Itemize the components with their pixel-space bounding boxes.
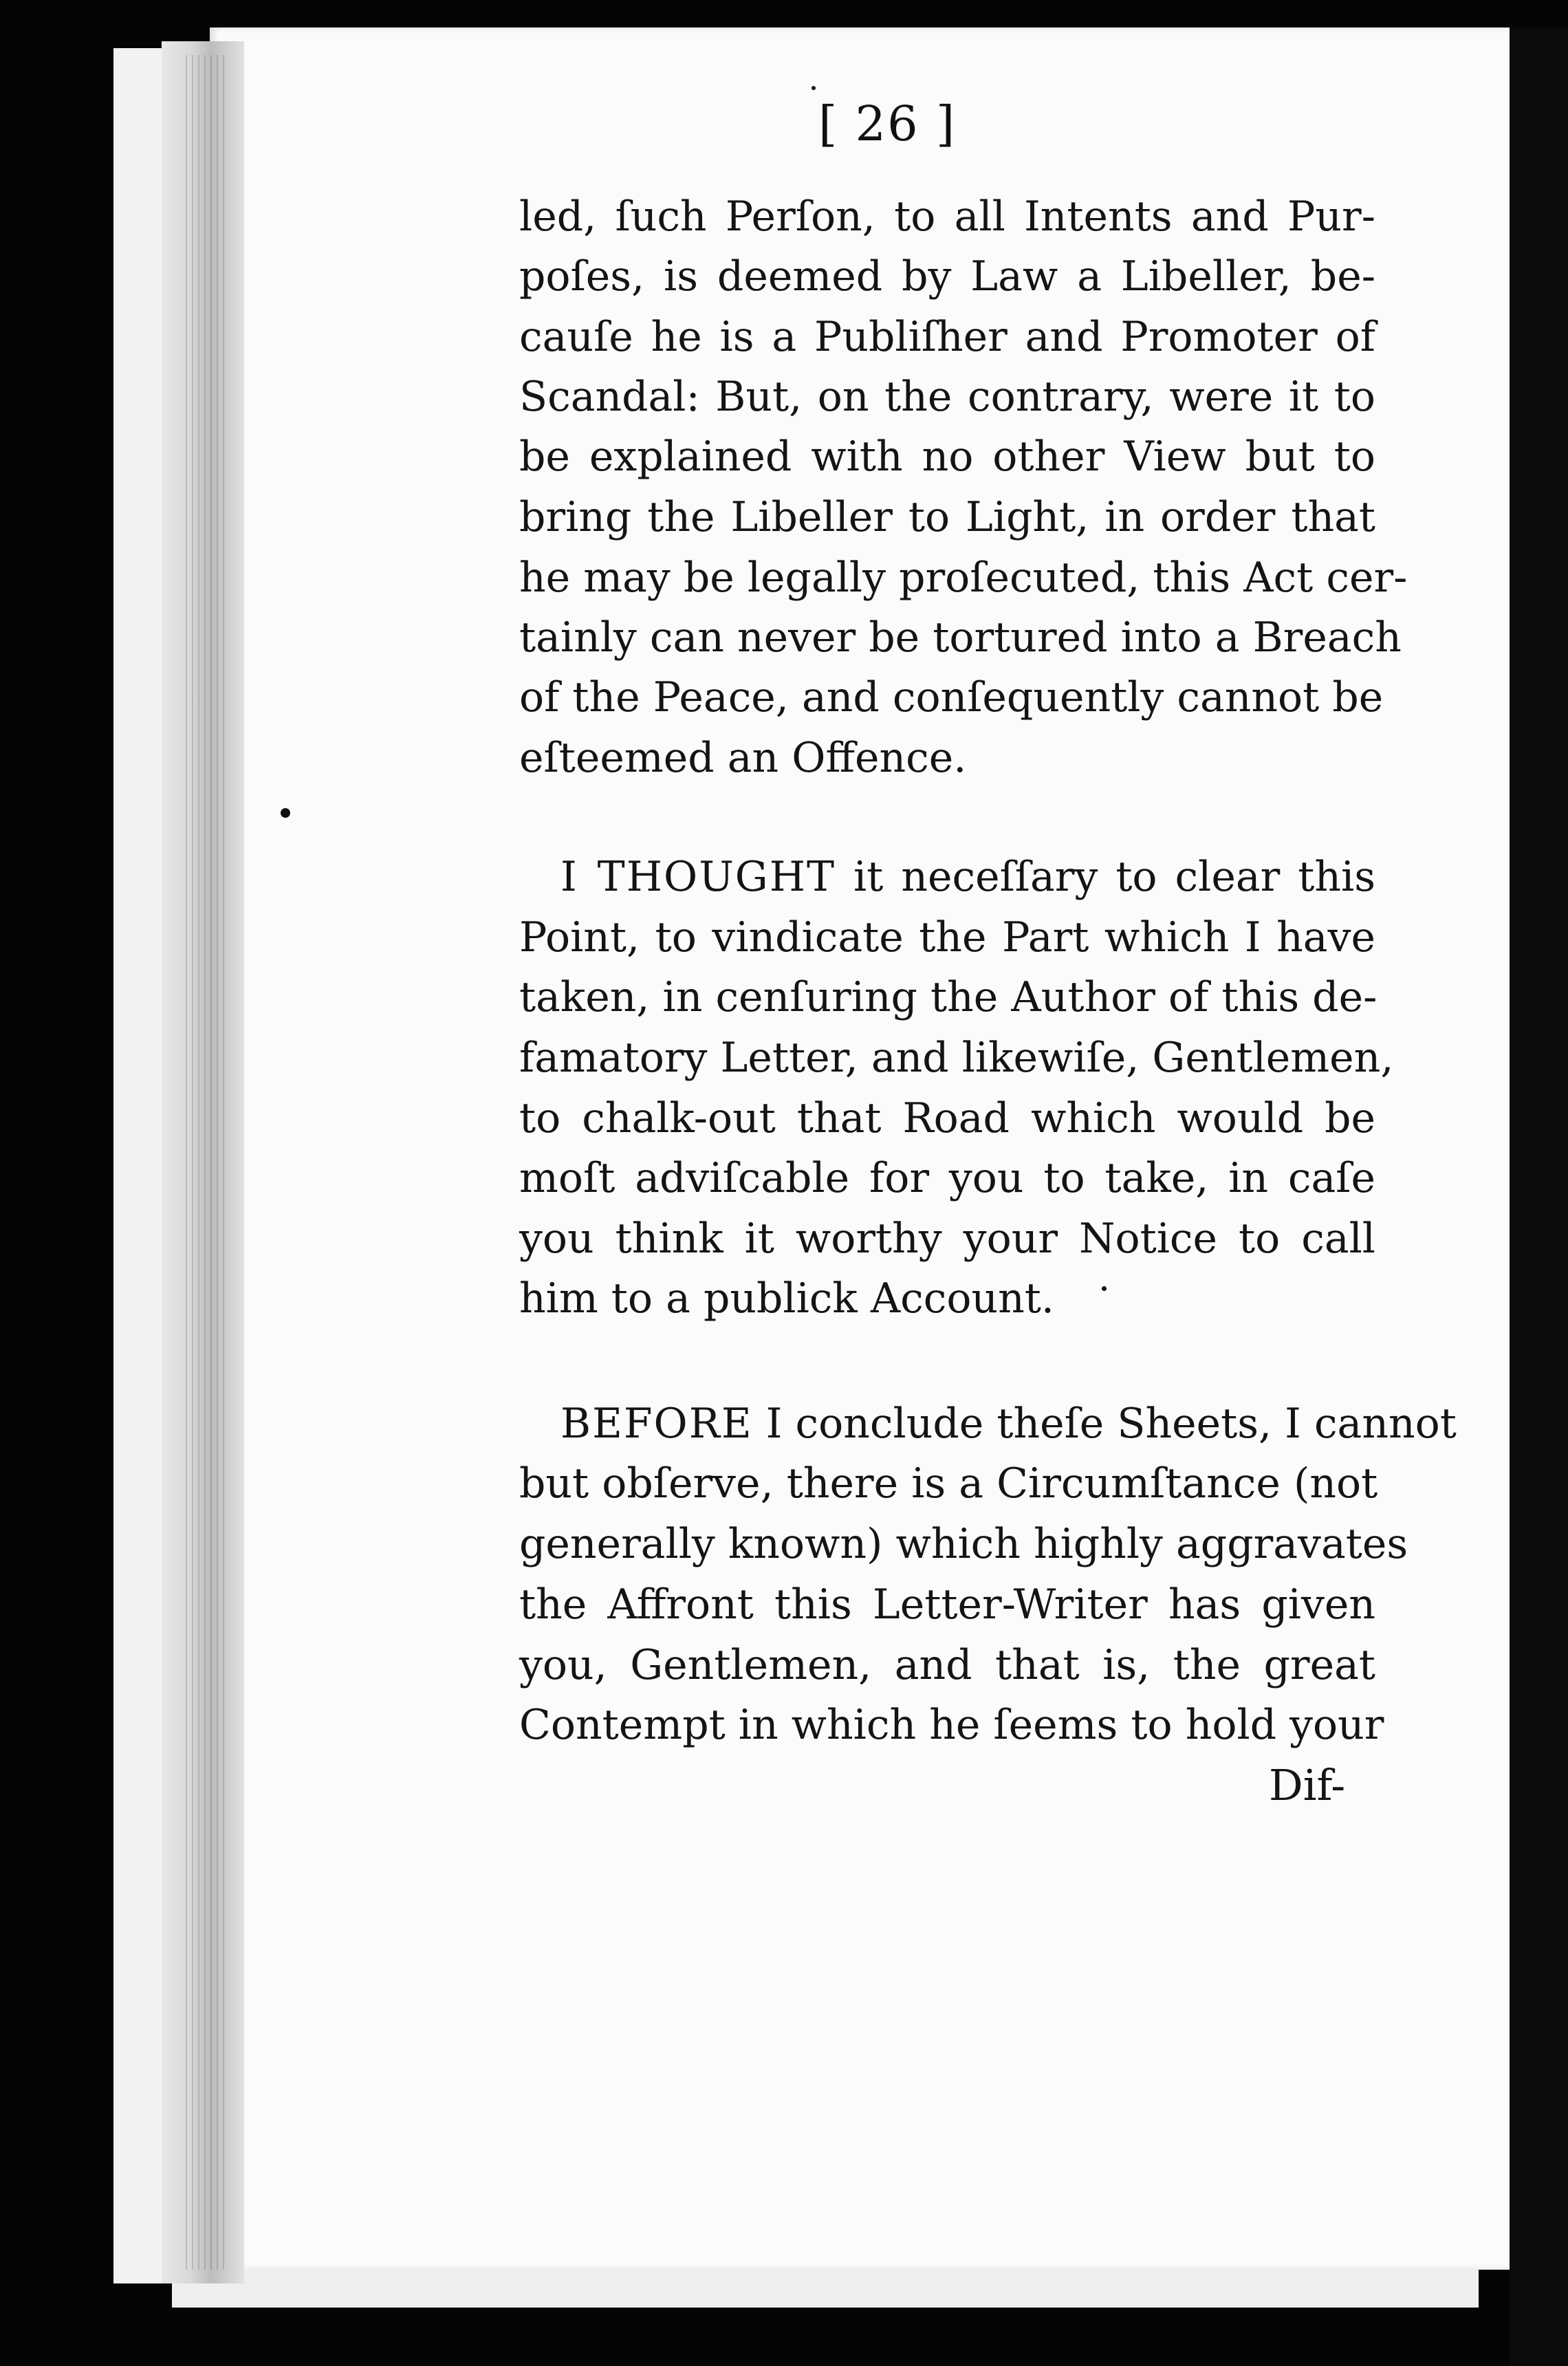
paragraph-lead: BEFORE	[560, 1400, 753, 1448]
text-line: generally known) which highly aggravates	[519, 1520, 1408, 1568]
text-line: moſt adviſcable for you to take, in caſe	[519, 1154, 1375, 1202]
right-dark-margin	[1510, 28, 1568, 2366]
text-line	[560, 1400, 1457, 1448]
scan-speck	[281, 808, 290, 818]
scan-speck	[812, 86, 816, 90]
text-line: but obſerve, there is a Circumſtance (not	[519, 1459, 1378, 1508]
book-page	[210, 28, 1510, 2270]
text-line: Point, to vindicate the Part which I have	[519, 913, 1375, 962]
text-span: it neceſſary to clear this	[836, 853, 1375, 901]
text-line: of the Peace, and conſequently cannot be	[519, 673, 1384, 721]
scan-speck	[1102, 1286, 1107, 1291]
catchword: Dif-	[1269, 1760, 1346, 1810]
gutter-page-stack	[186, 55, 227, 2270]
paragraph-lead: I THOUGHT	[560, 853, 836, 901]
text-line: you think it worthy your Notice to call	[519, 1215, 1375, 1263]
text-span: I conclude theſe Sheets, I cannot	[752, 1400, 1457, 1448]
text-line: Contempt in which he ſeems to hold your	[519, 1701, 1384, 1749]
text-line: he may be legally proſecuted, this Act cer-	[519, 554, 1408, 602]
text-line: to chalk-out that Road which would be	[519, 1094, 1375, 1142]
text-line: eſteemed an Offence.	[519, 734, 967, 782]
text-line: cauſe he is a Publiſher and Promoter of	[519, 313, 1375, 361]
text-line: bring the Libeller to Light, in order that	[519, 493, 1375, 541]
text-line: poſes, is deemed by Law a Libeller, be-	[519, 252, 1375, 301]
text-line: him to a publick Account.	[519, 1274, 1054, 1323]
bottom-page-edge	[172, 2270, 1479, 2308]
text-line: be explained with no other View but to	[519, 433, 1375, 481]
page-number: [ 26 ]	[818, 96, 957, 152]
text-line	[560, 853, 1375, 901]
text-line: the Affront this Letter-Writer has given	[519, 1581, 1375, 1629]
text-line: famatory Letter, and likewiſe, Gentlemen,	[519, 1034, 1394, 1082]
text-line: taken, in cenſuring the Author of this de-	[519, 973, 1378, 1021]
text-line: led, ſuch Perſon, to all Intents and Pur-	[519, 193, 1375, 241]
text-line: Scandal: But, on the contrary, were it to	[519, 373, 1375, 421]
text-line: you, Gentlemen, and that is, the great	[519, 1641, 1375, 1689]
text-line: tainly can never be tortured into a Breach	[519, 614, 1402, 662]
